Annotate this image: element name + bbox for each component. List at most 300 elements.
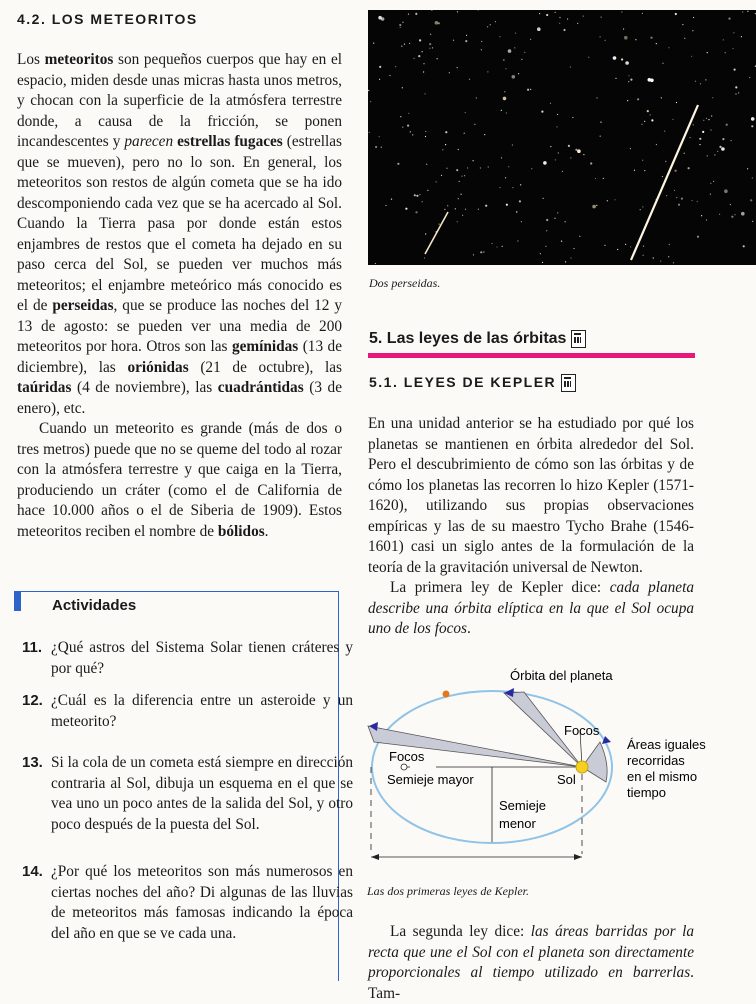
star — [557, 212, 558, 213]
star — [573, 248, 574, 249]
star — [572, 117, 573, 118]
star — [496, 246, 497, 247]
bold-term: meteoritos — [44, 51, 114, 68]
star — [630, 79, 632, 81]
star — [502, 246, 503, 247]
star — [731, 140, 732, 141]
star — [456, 169, 458, 171]
star — [676, 102, 677, 103]
star — [437, 58, 438, 59]
star — [425, 131, 426, 132]
star — [570, 66, 571, 67]
star — [713, 181, 714, 182]
star — [425, 136, 426, 137]
star — [650, 114, 651, 115]
star — [459, 181, 460, 182]
star — [375, 263, 376, 264]
star — [461, 194, 462, 195]
star — [490, 24, 491, 25]
section-title-text: 5. Las leyes de las órbitas — [369, 330, 567, 348]
star — [480, 167, 481, 168]
star — [483, 251, 484, 252]
planet-dot — [443, 691, 450, 698]
star — [624, 36, 628, 40]
sun-icon — [576, 761, 588, 773]
areas-label: en el mismo — [627, 769, 698, 784]
activity-text: Si la cola de un cometa está siempre en dirección contraria al Sol, dibuja un esquema en el que se vea uno un poco antes de la salida del Sol, y otro poco después de la puesta del Sol. — [51, 754, 353, 833]
star — [702, 131, 704, 133]
star — [650, 79, 654, 83]
star — [607, 200, 608, 201]
star — [701, 215, 702, 216]
star — [613, 56, 617, 60]
sol-label: Sol — [557, 772, 576, 787]
star — [375, 146, 377, 148]
paragraph-2 — [17, 419, 342, 542]
star — [707, 52, 708, 53]
semieje-menor-label: menor — [499, 816, 536, 831]
star — [473, 254, 474, 255]
star — [404, 44, 405, 45]
star — [681, 198, 683, 200]
star — [441, 175, 442, 176]
star — [505, 68, 506, 69]
star — [431, 10, 432, 11]
star — [554, 218, 555, 219]
star — [623, 28, 624, 29]
star — [537, 27, 541, 31]
star — [621, 58, 623, 60]
star — [546, 219, 548, 221]
star — [444, 209, 445, 210]
star — [429, 43, 431, 45]
star — [577, 23, 578, 24]
star — [539, 13, 540, 14]
star — [466, 35, 467, 36]
semieje-mayor-label: Semieje mayor — [387, 772, 474, 787]
star — [735, 93, 736, 94]
star — [668, 256, 669, 257]
star — [512, 144, 513, 145]
text-run: Cuando un meteorito es grande (más de dos o tres metros) puede que no se queme del todo al rozar con la atmósfera terrestre y que caiga en la Tierra, produciendo un cráter (como el de California de hace 10.000 años o el de Siberia de 1909). Estos meteoritos reciben el nombre de — [17, 420, 342, 540]
star — [725, 52, 726, 53]
subsection-title-text: 5.1. LEYES DE KEPLER — [369, 374, 557, 390]
star — [568, 145, 570, 147]
star — [684, 38, 685, 39]
star — [530, 89, 531, 90]
star — [541, 111, 543, 113]
star — [676, 197, 677, 198]
star — [369, 132, 370, 133]
star — [630, 246, 631, 247]
star — [465, 209, 466, 210]
star — [462, 215, 463, 216]
star — [424, 257, 425, 258]
star — [628, 81, 629, 82]
star — [504, 91, 505, 92]
star — [545, 246, 546, 247]
star — [379, 66, 381, 68]
focos-label-left: Focos — [389, 749, 425, 764]
star — [665, 161, 666, 162]
activity-number: 13. — [22, 754, 43, 771]
star — [719, 214, 720, 215]
star — [501, 110, 502, 111]
star — [719, 146, 721, 148]
star — [675, 13, 677, 15]
star — [634, 170, 635, 171]
star — [458, 198, 459, 199]
star — [508, 49, 512, 53]
star — [531, 168, 532, 169]
star — [570, 257, 571, 258]
star — [614, 199, 615, 200]
star — [474, 124, 475, 125]
star — [570, 157, 571, 158]
star — [546, 14, 548, 16]
star — [422, 201, 423, 202]
bold-term: bólidos — [217, 522, 265, 540]
star — [402, 22, 403, 23]
star — [664, 131, 665, 132]
star — [562, 171, 563, 172]
star — [556, 126, 557, 127]
text-run: son pequeños cuerpos que hay en el espacio, miden desde unas micras hasta unos metros, y chocan con la superficie de la atmósfera terrestre donde, a causa de la fricción, se ponen incandescentes y — [17, 51, 342, 150]
star — [601, 17, 602, 18]
star — [752, 177, 753, 178]
star — [684, 153, 685, 154]
activity-number: 11. — [22, 639, 43, 656]
star — [543, 198, 544, 199]
star — [435, 21, 439, 25]
star — [733, 48, 734, 49]
star — [567, 18, 568, 19]
star — [752, 221, 753, 222]
star — [391, 199, 392, 200]
star — [449, 72, 450, 73]
star — [735, 86, 737, 88]
star — [699, 138, 701, 140]
star — [706, 219, 707, 220]
star — [656, 43, 657, 44]
star — [600, 122, 601, 123]
star — [519, 200, 521, 202]
activities-bar — [14, 591, 21, 611]
star — [661, 97, 662, 98]
star — [734, 69, 736, 71]
star — [476, 97, 477, 98]
star — [512, 187, 513, 188]
star — [565, 261, 566, 262]
star — [595, 178, 596, 179]
star — [473, 160, 474, 161]
semieje-menor-label: Semieje — [499, 798, 546, 813]
star — [465, 112, 466, 113]
star — [423, 63, 424, 64]
italic-text: parecen — [124, 133, 174, 150]
starfield-image — [368, 10, 756, 265]
text-run: La segunda ley dice: — [390, 923, 531, 940]
star — [714, 154, 715, 155]
star — [668, 47, 669, 48]
star — [557, 114, 558, 115]
star — [706, 118, 707, 119]
star — [495, 21, 496, 22]
star — [625, 244, 626, 245]
star — [666, 195, 667, 196]
star — [743, 245, 745, 247]
star — [540, 253, 541, 254]
star — [379, 136, 380, 137]
star — [596, 97, 597, 98]
star — [426, 164, 427, 165]
star — [378, 16, 382, 20]
star — [650, 37, 652, 39]
dimension-arrow-icon — [371, 854, 379, 860]
star — [672, 119, 673, 120]
star — [647, 110, 649, 112]
star — [445, 131, 447, 133]
star — [508, 166, 509, 167]
star — [690, 137, 691, 138]
star — [700, 83, 701, 84]
pink-rule — [368, 353, 695, 358]
star — [733, 32, 734, 33]
text-run: Los — [17, 51, 45, 68]
subsection-title-kepler — [369, 374, 576, 392]
star — [692, 30, 693, 31]
star — [492, 243, 493, 244]
star — [515, 33, 516, 34]
star — [625, 61, 629, 65]
diagram-caption: Las dos primeras leyes de Kepler. — [367, 884, 529, 898]
calculator-icon — [561, 374, 576, 392]
star — [751, 125, 753, 127]
star — [521, 221, 522, 222]
star — [600, 136, 601, 137]
star — [368, 90, 369, 91]
star — [488, 166, 489, 167]
section-title-orbitas — [369, 330, 586, 348]
star — [419, 194, 420, 195]
star — [503, 59, 504, 60]
star — [408, 14, 409, 15]
star — [600, 36, 601, 37]
text-run: . Tam- — [368, 964, 694, 1002]
activities-title: Actividades — [52, 597, 137, 614]
star — [728, 18, 730, 20]
star — [423, 71, 424, 72]
star — [653, 257, 654, 258]
meteor-trail — [425, 212, 448, 254]
star — [505, 177, 506, 178]
star — [669, 244, 670, 245]
star — [617, 249, 618, 250]
star — [418, 55, 420, 57]
text-run: (3 de enero), etc. — [17, 379, 342, 417]
star — [615, 78, 616, 79]
star — [425, 93, 426, 94]
star — [506, 204, 508, 206]
star — [401, 46, 402, 47]
star — [487, 71, 488, 72]
star — [425, 233, 426, 234]
star — [397, 163, 399, 165]
star — [461, 176, 462, 177]
star — [521, 59, 522, 60]
star — [693, 124, 694, 125]
star — [478, 10, 479, 11]
star — [673, 262, 674, 263]
star — [455, 208, 456, 209]
star — [419, 39, 421, 41]
star — [651, 119, 653, 121]
star — [738, 92, 739, 93]
star — [432, 47, 433, 48]
star — [592, 205, 596, 209]
star — [605, 40, 606, 41]
star — [688, 167, 690, 169]
star — [457, 11, 458, 12]
star — [480, 251, 482, 253]
star — [381, 147, 382, 148]
star — [408, 113, 409, 114]
star — [565, 221, 566, 222]
perseids-photo — [368, 10, 756, 265]
star — [499, 187, 500, 188]
star — [724, 189, 728, 193]
star — [395, 66, 396, 67]
star — [644, 170, 645, 171]
star — [412, 134, 413, 135]
star — [731, 216, 733, 218]
star — [741, 36, 742, 37]
star — [711, 115, 712, 116]
star — [379, 79, 380, 80]
star — [747, 168, 748, 169]
star — [644, 121, 645, 122]
star — [399, 24, 401, 26]
text-run: (4 de noviembre), las — [71, 379, 218, 396]
star — [642, 13, 643, 14]
star — [447, 205, 448, 206]
star — [710, 194, 711, 195]
kepler-diagram — [362, 664, 756, 869]
star — [747, 11, 748, 12]
activity-text: ¿Cuál es la diferencia entre un asteroide y un meteorito? — [51, 692, 353, 730]
text-run: La primera ley de Kepler dice: — [390, 579, 610, 596]
star — [750, 199, 752, 201]
kepler-paragraph-2 — [368, 578, 694, 640]
star — [708, 119, 709, 120]
star — [436, 181, 437, 182]
text-run: . — [264, 522, 269, 540]
star — [749, 77, 750, 78]
areas-label: recorridas — [627, 753, 685, 768]
star — [410, 131, 411, 132]
calculator-icon — [571, 330, 586, 348]
activity-text: ¿Por qué los meteoritos son más numerosos en ciertas noches del año? Di algunas de las lluvias de meteoritos más famosas indicando la época del año en que se ve cada una. — [51, 863, 353, 942]
meteoritos-text — [17, 50, 342, 542]
star — [695, 81, 696, 82]
star — [559, 17, 560, 18]
bold-term: gemínidas — [231, 338, 299, 355]
star — [710, 183, 711, 184]
star — [445, 144, 446, 145]
star — [405, 208, 407, 210]
star — [675, 170, 677, 172]
star — [707, 155, 708, 156]
italic-text: las áreas barridas por la recta que une el Sol con el planeta son directamente proporcionales al tiempo utilizado en barrerlas — [368, 923, 694, 981]
star — [603, 178, 604, 179]
star — [577, 149, 581, 153]
star — [604, 245, 605, 246]
star — [662, 63, 663, 64]
star — [742, 11, 743, 12]
star — [520, 184, 521, 185]
star — [741, 212, 745, 216]
star — [660, 261, 661, 262]
bold-term: oriónidas — [127, 358, 189, 376]
star — [730, 204, 731, 205]
star — [721, 147, 725, 151]
orbit-label: Órbita del planeta — [510, 668, 613, 683]
star — [703, 120, 704, 121]
photo-caption: Dos perseidas. — [369, 276, 441, 290]
focus-point — [401, 764, 407, 770]
star — [621, 11, 622, 12]
star — [430, 34, 431, 35]
star — [465, 40, 467, 42]
star — [484, 134, 485, 135]
star — [640, 209, 641, 210]
star — [656, 144, 657, 145]
star — [427, 190, 428, 191]
star — [414, 194, 416, 196]
star — [478, 209, 479, 210]
star — [481, 49, 482, 50]
star — [439, 224, 440, 225]
star — [678, 204, 680, 206]
star — [682, 24, 683, 25]
bold-term: cuadrántidas — [217, 379, 304, 396]
star — [416, 195, 418, 197]
star — [717, 151, 718, 152]
star — [575, 149, 577, 151]
star — [590, 162, 592, 164]
star — [464, 133, 465, 134]
star — [517, 240, 518, 241]
italic-text: cada planeta describe una órbita elíptica en la que el Sol ocupa uno de los focos — [368, 579, 694, 637]
star — [705, 79, 706, 80]
star — [642, 160, 643, 161]
bold-term: taúridas — [17, 379, 72, 396]
star — [559, 23, 560, 24]
star — [542, 262, 543, 263]
star — [627, 100, 628, 101]
star — [514, 47, 515, 48]
star — [518, 73, 519, 74]
activity-number: 14. — [22, 863, 43, 880]
areas-label: Áreas iguales — [627, 737, 706, 752]
star — [751, 117, 755, 121]
section-heading-meteoritos: 4.2. LOS METEORITOS — [17, 11, 198, 27]
star — [710, 129, 711, 130]
star — [429, 48, 430, 49]
star — [734, 214, 735, 215]
star — [464, 175, 465, 176]
text-run: (estrellas que se mueven), pero no lo son. En general, los meteoritos son restos de algún cometa que se ha ido descomponiendo cada vez que se ha acercado al Sol. Cuando la Tierra pasa por donde están estos enjambres de restos que el cometa ha dejado en su paso cerca del Sol, se pueden ver muchos más meteoritos; el enjambre meteórico más conocido es el de — [17, 133, 342, 314]
